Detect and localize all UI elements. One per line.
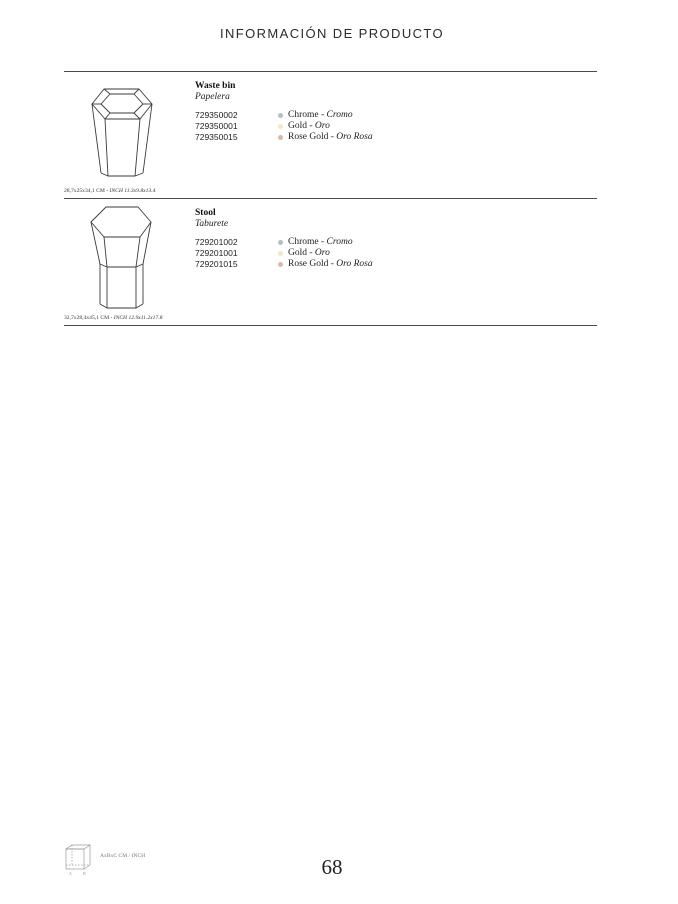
- legend-label-b: B: [83, 871, 86, 876]
- product-code: 729201002: [195, 237, 238, 247]
- hexagonal-stool-drawing-icon: [88, 204, 158, 310]
- color-swatch-icon: [278, 113, 283, 118]
- finish-gold: Gold - Oro: [278, 121, 373, 132]
- color-swatch-icon: [278, 262, 283, 267]
- dimension-legend-text: AxBxC CM / INCH: [100, 853, 146, 859]
- finish-rose-gold: Rose Gold - Oro Rosa: [278, 132, 373, 143]
- product-name-en: Stool: [195, 208, 216, 218]
- product-code: 729350015: [195, 132, 238, 142]
- product-code-list: [195, 110, 238, 143]
- product-name-es: Taburete: [195, 219, 229, 229]
- color-swatch-icon: [278, 251, 283, 256]
- finish-list: [278, 110, 373, 143]
- product-code: 729350002: [195, 110, 238, 120]
- hexagonal-waste-bin-drawing-icon: [88, 86, 158, 181]
- finish-rose-gold: Rose Gold - Oro Rosa: [278, 259, 373, 270]
- product-dimensions: 32,7x28,4x45,1 CM - INCH 12.9x11.2x17.8: [64, 315, 163, 321]
- color-swatch-icon: [278, 240, 283, 245]
- legend-label-a: A: [69, 871, 72, 876]
- product-name-es: Papelera: [195, 92, 230, 102]
- product-dimensions: 28,7x25x34,1 CM - INCH 11.3x9.8x13.4: [64, 188, 156, 194]
- finish-chrome: Chrome - Cromo: [278, 237, 373, 248]
- finish-chrome: Chrome - Cromo: [278, 110, 373, 121]
- product-code: 729350001: [195, 121, 238, 131]
- finish-gold: Gold - Oro: [278, 248, 373, 259]
- finish-list: [278, 237, 373, 270]
- product-name-en: Waste bin: [195, 81, 236, 91]
- product-stool: [64, 199, 597, 325]
- color-swatch-icon: [278, 135, 283, 140]
- product-code: 729201001: [195, 248, 238, 258]
- product-code-list: [195, 237, 238, 270]
- page-number: 68: [321, 855, 343, 879]
- bottom-divider: [64, 325, 597, 326]
- product-waste-bin: [64, 72, 597, 198]
- page-header-title: INFORMACIÓN DE PRODUCTO: [219, 26, 445, 41]
- product-code: 729201015: [195, 259, 238, 269]
- color-swatch-icon: [278, 124, 283, 129]
